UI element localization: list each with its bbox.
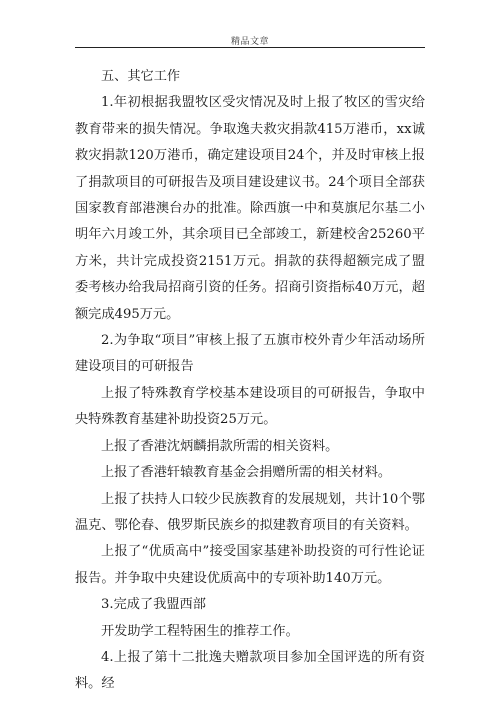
paragraph-item-2-a: 上报了特殊教育学校基本建设项目的可研报告，争取中央特殊教育基建补助投资25万元。 bbox=[75, 385, 425, 428]
paragraph-item-1: 1.年初根据我盟牧区受灾情况及时上报了牧区的雪灾给教育带来的损失情况。争取逸夫救灾捐款415万港币，xx诚救灾捐款120万港币，确定建设项目24个，并及时审核上报了捐款项目的可研报告及项目建设建议书。24个项目全部获国家教育部港澳台办的批准。除西旗一中和莫旗尼尔基二小明年六月竣工外，其余项目已全部竣工，新建校舍25260平方米，共计完成投资2151万元。捐款的获得超额完成了盟委考核办给我局招商引资的任务。招商引资指标40万元，超额完成495万元。 bbox=[75, 95, 425, 322]
page-header bbox=[75, 0, 425, 48]
header-title: 精品文章 bbox=[230, 37, 269, 47]
paragraph-item-2-e: 上报了“优质高中”接受国家基建补助投资的可行性论证报告。并争取中央建设优质高中的专项补助140万元。 bbox=[75, 544, 425, 586]
paragraph-item-4: 4.上报了第十二批逸夫赠款项目参加全国评选的所有资料。经 bbox=[75, 649, 425, 692]
paragraph-item-2-b: 上报了香港沈炳麟捐款所需的相关资料。 bbox=[101, 438, 339, 454]
document-body bbox=[75, 60, 425, 698]
paragraph-item-3-a: 开发助学工程特困生的推荐工作。 bbox=[101, 623, 299, 639]
paragraph-item-2-c: 上报了香港轩辕教育基金会捐赠所需的相关材料。 bbox=[101, 465, 392, 481]
paragraph-item-2: 2.为争取“项目”审核上报了五旗市校外青少年活动场所建设项目的可研报告 bbox=[75, 333, 425, 375]
section-title: 五、其它工作 bbox=[101, 69, 181, 84]
paragraph-item-3: 3.完成了我盟西部 bbox=[101, 597, 206, 613]
paragraph-item-2-d: 上报了扶持人口较少民族教育的发展规划，共计10个鄂温克、鄂伦春、俄罗斯民族乡的拟建教育项目的有关资料。 bbox=[75, 491, 425, 533]
